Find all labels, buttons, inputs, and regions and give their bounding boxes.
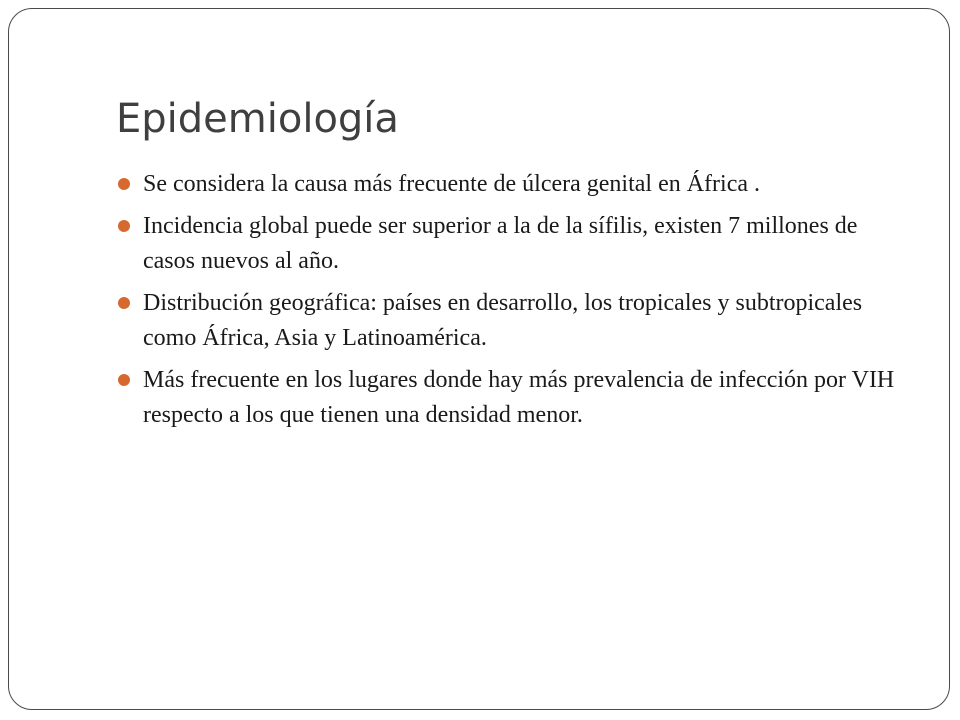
bullet-dot-icon [118, 297, 130, 309]
bullet-dot-icon [118, 178, 130, 190]
slide-frame [8, 8, 950, 710]
slide-title: Epidemiología [116, 96, 399, 142]
list-item [116, 286, 906, 356]
bullet-text: Incidencia global puede ser superior a la de la sífilis, existen 7 millones de casos nuevos al año. [143, 213, 858, 274]
list-item [116, 167, 906, 202]
list-item [116, 363, 906, 433]
bullet-text: Se considera la causa más frecuente de úlcera genital en África . [143, 171, 761, 197]
bullet-dot-icon [118, 374, 130, 386]
list-item [116, 209, 906, 279]
bullet-text: Más frecuente en los lugares donde hay más prevalencia de infección por VIH respecto a los que tienen una densidad menor. [143, 367, 895, 428]
bullet-list [116, 167, 906, 440]
bullet-text: Distribución geográfica: países en desarrollo, los tropicales y subtropicales como África, Asia y Latinoamérica. [143, 290, 863, 351]
bullet-dot-icon [118, 220, 130, 232]
